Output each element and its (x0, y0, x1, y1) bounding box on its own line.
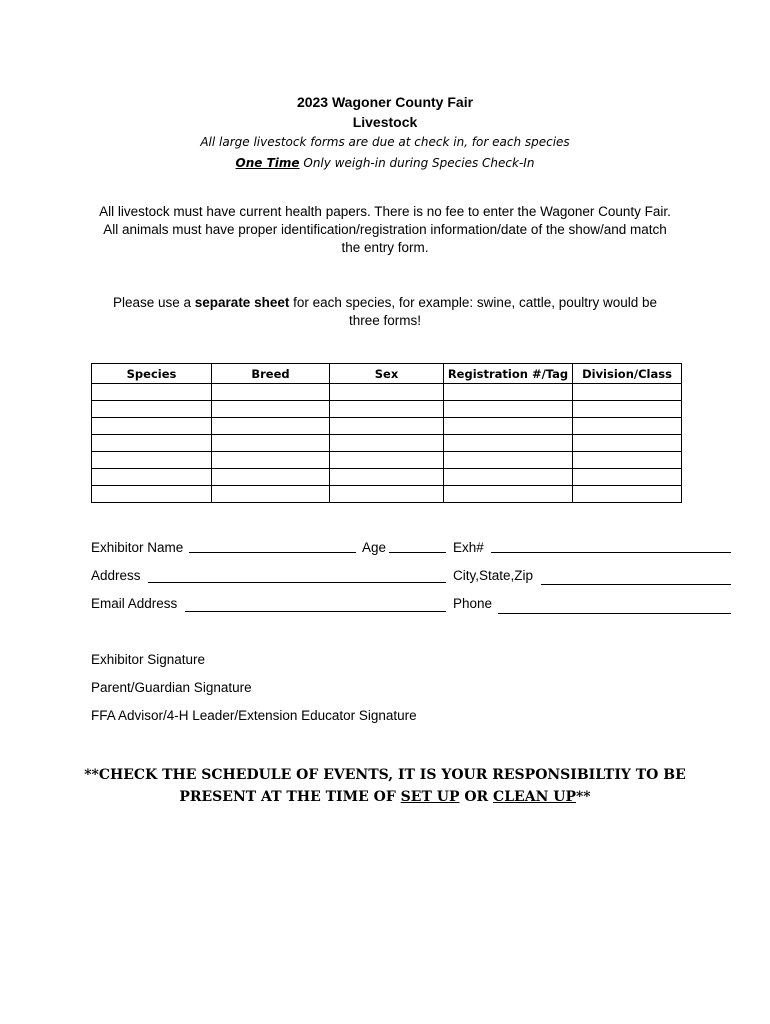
entry-table (91, 363, 682, 503)
notice-end: ** (575, 789, 591, 805)
phone-label: Phone (453, 596, 493, 611)
weigh-in-note (0, 153, 770, 173)
table-row (92, 452, 682, 469)
exh-label: Exh# (453, 540, 484, 555)
form-title: 2023 Wagoner County Fair (296, 94, 474, 110)
table-cell[interactable] (212, 486, 330, 503)
table-row (92, 384, 682, 401)
col-division: Division/Class (573, 364, 682, 384)
table-cell[interactable] (212, 384, 330, 401)
table-cell[interactable] (330, 435, 444, 452)
table-cell[interactable] (92, 486, 212, 503)
city-state-zip-label: City,State,Zip (453, 568, 534, 583)
exhibitor-name-field[interactable] (189, 552, 356, 553)
table-cell[interactable] (212, 401, 330, 418)
table-cell[interactable] (330, 418, 444, 435)
city-state-zip-field[interactable] (541, 584, 731, 585)
table-cell[interactable] (573, 418, 682, 435)
table-cell[interactable] (444, 418, 573, 435)
col-breed: Breed (212, 364, 330, 384)
table-cell[interactable] (444, 469, 573, 486)
table-cell[interactable] (573, 452, 682, 469)
one-time-emphasis: One Time (235, 156, 300, 170)
table-cell[interactable] (573, 401, 682, 418)
instructions-bold: separate sheet (194, 295, 290, 310)
notice-line-1: **CHECK THE SCHEDULE OF EVENTS, IT IS YOUR RESPONSIBILTIY TO BE (84, 767, 686, 783)
advisor-signature-label: FFA Advisor/4-H Leader/Extension Educator Signature (91, 708, 417, 723)
table-cell[interactable] (573, 384, 682, 401)
table-cell[interactable] (212, 469, 330, 486)
table-cell[interactable] (444, 486, 573, 503)
table-cell[interactable] (444, 384, 573, 401)
email-field[interactable] (185, 611, 446, 612)
table-cell[interactable] (330, 384, 444, 401)
table-cell[interactable] (444, 435, 573, 452)
col-sex: Sex (330, 364, 444, 384)
table-cell[interactable] (444, 452, 573, 469)
table-cell[interactable] (212, 435, 330, 452)
address-label: Address (91, 568, 141, 583)
phone-field[interactable] (498, 613, 731, 614)
due-note: All large livestock forms are due at check in, for each species (200, 135, 570, 149)
exhibitor-name-label: Exhibitor Name (91, 540, 184, 555)
intro-line-3: the entry form. (341, 240, 429, 255)
table-cell[interactable] (573, 486, 682, 503)
address-field[interactable] (148, 582, 446, 583)
notice-line-2 (0, 786, 770, 808)
notice-line-2-start: PRESENT AT THE TIME OF (179, 789, 401, 805)
weigh-in-note-text: Only weigh-in during Species Check-In (299, 156, 535, 170)
table-cell[interactable] (444, 401, 573, 418)
table-cell[interactable] (92, 418, 212, 435)
intro-line-2: All animals must have proper identification/registration information/date of the show/and match (103, 222, 667, 237)
col-registration: Registration #/Tag (444, 364, 573, 384)
table-cell[interactable] (212, 418, 330, 435)
clean-up-emphasis: CLEAN UP (493, 789, 576, 805)
table-cell[interactable] (92, 384, 212, 401)
table-cell[interactable] (330, 401, 444, 418)
exh-field[interactable] (491, 552, 731, 553)
table-cell[interactable] (330, 486, 444, 503)
table-cell[interactable] (573, 469, 682, 486)
email-label: Email Address (91, 596, 178, 611)
notice-or: OR (459, 789, 494, 805)
table-header-row (92, 364, 682, 384)
exhibitor-signature-label: Exhibitor Signature (91, 652, 206, 667)
instructions-line-2: three forms! (348, 313, 422, 328)
table-row (92, 401, 682, 418)
set-up-emphasis: SET UP (400, 789, 460, 805)
table-cell[interactable] (212, 452, 330, 469)
table-row (92, 435, 682, 452)
instructions-part1: Please use a (112, 295, 195, 310)
table-cell[interactable] (92, 435, 212, 452)
table-cell[interactable] (330, 452, 444, 469)
table-cell[interactable] (330, 469, 444, 486)
intro-line-1: All livestock must have current health papers. There is no fee to enter the Wagoner County Fair. (99, 204, 671, 219)
table-row (92, 486, 682, 503)
table-cell[interactable] (92, 452, 212, 469)
col-species: Species (92, 364, 212, 384)
table-cell[interactable] (573, 435, 682, 452)
parent-signature-label: Parent/Guardian Signature (91, 680, 252, 695)
table-cell[interactable] (92, 469, 212, 486)
table-cell[interactable] (92, 401, 212, 418)
age-label: Age (362, 540, 387, 555)
instructions-line-1 (0, 294, 770, 312)
table-row (92, 469, 682, 486)
age-field[interactable] (389, 552, 446, 553)
form-subtitle: Livestock (352, 114, 418, 130)
table-row (92, 418, 682, 435)
instructions-part2: for each species, for example: swine, cattle, poultry would be (289, 295, 658, 310)
